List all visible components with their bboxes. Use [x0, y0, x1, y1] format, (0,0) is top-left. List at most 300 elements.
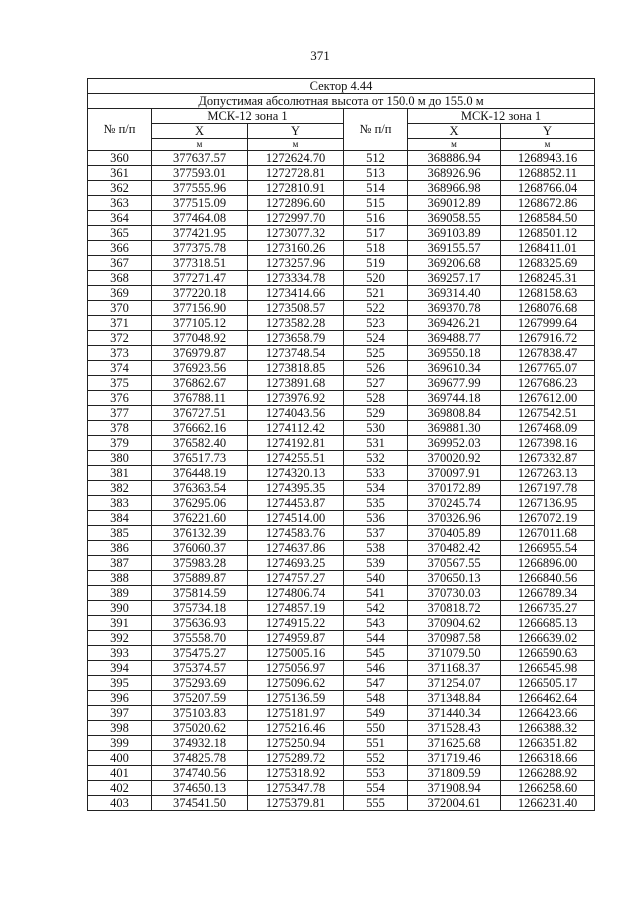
x-coordinate-left: 376727.51 — [152, 406, 248, 421]
table-row — [88, 571, 595, 586]
x-coordinate-left: 377318.51 — [152, 256, 248, 271]
table-row — [88, 631, 595, 646]
y-coordinate-right: 1267398.16 — [501, 436, 595, 451]
coordinates-table — [87, 78, 595, 811]
x-coordinate-left: 374932.18 — [152, 736, 248, 751]
point-number-left: 397 — [88, 706, 152, 721]
y-coordinate-right: 1267197.78 — [501, 481, 595, 496]
y-coordinate-left: 1274915.22 — [248, 616, 344, 631]
point-number-left: 378 — [88, 421, 152, 436]
x-coordinate-left: 375475.27 — [152, 646, 248, 661]
y-coordinate-left: 1272896.60 — [248, 196, 344, 211]
point-number-left: 361 — [88, 166, 152, 181]
point-number-right: 530 — [344, 421, 408, 436]
point-number-left: 388 — [88, 571, 152, 586]
table-row — [88, 286, 595, 301]
table-row — [88, 451, 595, 466]
x-coordinate-left: 376295.06 — [152, 496, 248, 511]
x-coordinate-left: 374650.13 — [152, 781, 248, 796]
point-number-left: 371 — [88, 316, 152, 331]
y-coordinate-left: 1273414.66 — [248, 286, 344, 301]
x-coordinate-left: 376788.11 — [152, 391, 248, 406]
x-coordinate-right: 369744.18 — [408, 391, 501, 406]
table-row — [88, 166, 595, 181]
x-coordinate-left: 375814.59 — [152, 586, 248, 601]
system-header-left: МСК-12 зона 1 — [152, 109, 344, 124]
y-coordinate-left: 1274192.81 — [248, 436, 344, 451]
table-row — [88, 526, 595, 541]
y-coordinate-left: 1275096.62 — [248, 676, 344, 691]
y-coordinate-right: 1267542.51 — [501, 406, 595, 421]
x-coordinate-left: 377421.95 — [152, 226, 248, 241]
point-number-right: 537 — [344, 526, 408, 541]
table-body — [88, 151, 595, 811]
x-coordinate-right: 368886.94 — [408, 151, 501, 166]
table-row — [88, 616, 595, 631]
table-row — [88, 481, 595, 496]
table-row — [88, 496, 595, 511]
table-row — [88, 691, 595, 706]
x-coordinate-left: 375293.69 — [152, 676, 248, 691]
x-coordinate-right: 369426.21 — [408, 316, 501, 331]
point-number-right: 550 — [344, 721, 408, 736]
y-coordinate-right: 1268943.16 — [501, 151, 595, 166]
y-coordinate-right: 1266896.00 — [501, 556, 595, 571]
y-coordinate-right: 1266318.66 — [501, 751, 595, 766]
x-coordinate-right: 371809.59 — [408, 766, 501, 781]
y-coordinate-left: 1275005.16 — [248, 646, 344, 661]
point-number-right: 541 — [344, 586, 408, 601]
x-coordinate-left: 377637.57 — [152, 151, 248, 166]
point-number-left: 383 — [88, 496, 152, 511]
y-coordinate-left: 1275056.97 — [248, 661, 344, 676]
point-number-right: 526 — [344, 361, 408, 376]
y-coordinate-left: 1273508.57 — [248, 301, 344, 316]
point-number-left: 399 — [88, 736, 152, 751]
point-number-right: 523 — [344, 316, 408, 331]
x-coordinate-right: 370904.62 — [408, 616, 501, 631]
y-coordinate-left: 1273077.32 — [248, 226, 344, 241]
x-coordinate-right: 369103.89 — [408, 226, 501, 241]
y-coordinate-left: 1273818.85 — [248, 361, 344, 376]
x-coordinate-right: 370326.96 — [408, 511, 501, 526]
x-coordinate-left: 374740.56 — [152, 766, 248, 781]
table-row — [88, 646, 595, 661]
point-number-left: 380 — [88, 451, 152, 466]
table-row — [88, 346, 595, 361]
table-row — [88, 766, 595, 781]
table-row — [88, 676, 595, 691]
x-coordinate-right: 369952.03 — [408, 436, 501, 451]
x-coordinate-right: 370730.03 — [408, 586, 501, 601]
y-coordinate-right: 1267136.95 — [501, 496, 595, 511]
point-number-right: 532 — [344, 451, 408, 466]
point-number-left: 362 — [88, 181, 152, 196]
point-number-left: 387 — [88, 556, 152, 571]
y-coordinate-left: 1275347.78 — [248, 781, 344, 796]
point-number-right: 552 — [344, 751, 408, 766]
table-row — [88, 151, 595, 166]
x-coordinate-right: 369314.40 — [408, 286, 501, 301]
y-coordinate-right: 1268411.01 — [501, 241, 595, 256]
x-coordinate-left: 375734.18 — [152, 601, 248, 616]
x-coordinate-right: 370987.58 — [408, 631, 501, 646]
num-header-left: № п/п — [88, 109, 152, 151]
y-coordinate-right: 1268672.86 — [501, 196, 595, 211]
unit-y-left: м — [248, 139, 344, 151]
x-coordinate-right: 369206.68 — [408, 256, 501, 271]
y-coordinate-left: 1274320.13 — [248, 466, 344, 481]
x-coordinate-right: 369370.78 — [408, 301, 501, 316]
x-coordinate-right: 369677.99 — [408, 376, 501, 391]
point-number-left: 360 — [88, 151, 152, 166]
point-number-right: 517 — [344, 226, 408, 241]
table-row — [88, 601, 595, 616]
point-number-left: 373 — [88, 346, 152, 361]
y-coordinate-right: 1266840.56 — [501, 571, 595, 586]
x-coordinate-left: 377048.92 — [152, 331, 248, 346]
x-coordinate-right: 371348.84 — [408, 691, 501, 706]
y-coordinate-right: 1267612.00 — [501, 391, 595, 406]
y-coordinate-right: 1266231.40 — [501, 796, 595, 811]
y-coordinate-right: 1268076.68 — [501, 301, 595, 316]
y-coordinate-left: 1275136.59 — [248, 691, 344, 706]
point-number-left: 393 — [88, 646, 152, 661]
x-coordinate-left: 375374.57 — [152, 661, 248, 676]
y-coordinate-right: 1266545.98 — [501, 661, 595, 676]
table-row — [88, 406, 595, 421]
x-coordinate-right: 370650.13 — [408, 571, 501, 586]
x-coordinate-left: 377593.01 — [152, 166, 248, 181]
x-coordinate-right: 369881.30 — [408, 421, 501, 436]
height-range-caption: Допустимая абсолютная высота от 150.0 м до 155.0 м — [88, 94, 595, 109]
x-coordinate-left: 375636.93 — [152, 616, 248, 631]
x-coordinate-right: 370405.89 — [408, 526, 501, 541]
point-number-right: 521 — [344, 286, 408, 301]
point-number-left: 403 — [88, 796, 152, 811]
point-number-right: 519 — [344, 256, 408, 271]
y-coordinate-right: 1267686.23 — [501, 376, 595, 391]
table-row — [88, 706, 595, 721]
y-coordinate-right: 1266685.13 — [501, 616, 595, 631]
point-number-right: 555 — [344, 796, 408, 811]
table-row — [88, 421, 595, 436]
x-coordinate-right: 370172.89 — [408, 481, 501, 496]
point-number-right: 538 — [344, 541, 408, 556]
point-number-left: 374 — [88, 361, 152, 376]
point-number-right: 522 — [344, 301, 408, 316]
y-coordinate-left: 1272810.91 — [248, 181, 344, 196]
point-number-left: 381 — [88, 466, 152, 481]
x-coordinate-left: 375889.87 — [152, 571, 248, 586]
y-coordinate-left: 1275289.72 — [248, 751, 344, 766]
y-coordinate-right: 1266423.66 — [501, 706, 595, 721]
x-coordinate-right: 371625.68 — [408, 736, 501, 751]
y-coordinate-right: 1266388.32 — [501, 721, 595, 736]
num-header-right: № п/п — [344, 109, 408, 151]
point-number-right: 544 — [344, 631, 408, 646]
point-number-right: 514 — [344, 181, 408, 196]
table-row — [88, 466, 595, 481]
table-row — [88, 241, 595, 256]
point-number-right: 543 — [344, 616, 408, 631]
y-coordinate-left: 1274395.35 — [248, 481, 344, 496]
point-number-left: 402 — [88, 781, 152, 796]
point-number-right: 545 — [344, 646, 408, 661]
point-number-left: 391 — [88, 616, 152, 631]
x-coordinate-right: 369155.57 — [408, 241, 501, 256]
unit-x-left: м — [152, 139, 248, 151]
point-number-left: 370 — [88, 301, 152, 316]
point-number-right: 528 — [344, 391, 408, 406]
x-coordinate-right: 371254.07 — [408, 676, 501, 691]
y-coordinate-right: 1267999.64 — [501, 316, 595, 331]
point-number-left: 364 — [88, 211, 152, 226]
point-number-right: 518 — [344, 241, 408, 256]
x-coordinate-left: 377156.90 — [152, 301, 248, 316]
x-coordinate-right: 369257.17 — [408, 271, 501, 286]
y-coordinate-left: 1275250.94 — [248, 736, 344, 751]
y-coordinate-left: 1275181.97 — [248, 706, 344, 721]
x-coordinate-left: 376060.37 — [152, 541, 248, 556]
y-coordinate-right: 1266258.60 — [501, 781, 595, 796]
x-coordinate-right: 371168.37 — [408, 661, 501, 676]
point-number-right: 513 — [344, 166, 408, 181]
y-coordinate-left: 1274637.86 — [248, 541, 344, 556]
point-number-right: 553 — [344, 766, 408, 781]
y-coordinate-right: 1268325.69 — [501, 256, 595, 271]
point-number-left: 401 — [88, 766, 152, 781]
table-row — [88, 556, 595, 571]
y-coordinate-left: 1274757.27 — [248, 571, 344, 586]
y-coordinate-left: 1274255.51 — [248, 451, 344, 466]
y-coordinate-left: 1274806.74 — [248, 586, 344, 601]
y-coordinate-right: 1266639.02 — [501, 631, 595, 646]
x-coordinate-left: 375983.28 — [152, 556, 248, 571]
y-coordinate-left: 1274453.87 — [248, 496, 344, 511]
point-number-left: 369 — [88, 286, 152, 301]
point-number-right: 520 — [344, 271, 408, 286]
y-coordinate-left: 1273748.54 — [248, 346, 344, 361]
y-coordinate-left: 1274583.76 — [248, 526, 344, 541]
table-row — [88, 196, 595, 211]
point-number-left: 376 — [88, 391, 152, 406]
y-header-right: Y — [501, 124, 595, 139]
table-row — [88, 316, 595, 331]
y-coordinate-right: 1266955.54 — [501, 541, 595, 556]
y-coordinate-right: 1268158.63 — [501, 286, 595, 301]
x-coordinate-left: 377375.78 — [152, 241, 248, 256]
y-coordinate-left: 1273160.26 — [248, 241, 344, 256]
x-coordinate-left: 375020.62 — [152, 721, 248, 736]
table-row — [88, 211, 595, 226]
point-number-left: 363 — [88, 196, 152, 211]
unit-x-right: м — [408, 139, 501, 151]
point-number-left: 389 — [88, 586, 152, 601]
x-coordinate-right: 371528.43 — [408, 721, 501, 736]
x-coordinate-right: 369808.84 — [408, 406, 501, 421]
point-number-left: 384 — [88, 511, 152, 526]
point-number-right: 515 — [344, 196, 408, 211]
x-coordinate-right: 372004.61 — [408, 796, 501, 811]
y-coordinate-right: 1268245.31 — [501, 271, 595, 286]
y-coordinate-left: 1275379.81 — [248, 796, 344, 811]
x-coordinate-left: 376132.39 — [152, 526, 248, 541]
point-number-left: 382 — [88, 481, 152, 496]
y-coordinate-right: 1268852.11 — [501, 166, 595, 181]
table-row — [88, 661, 595, 676]
x-coordinate-left: 377555.96 — [152, 181, 248, 196]
point-number-right: 546 — [344, 661, 408, 676]
point-number-left: 385 — [88, 526, 152, 541]
x-coordinate-right: 370567.55 — [408, 556, 501, 571]
y-coordinate-right: 1267468.09 — [501, 421, 595, 436]
x-coordinate-left: 377220.18 — [152, 286, 248, 301]
table-row — [88, 736, 595, 751]
point-number-left: 379 — [88, 436, 152, 451]
point-number-right: 548 — [344, 691, 408, 706]
point-number-left: 366 — [88, 241, 152, 256]
x-header-right: X — [408, 124, 501, 139]
y-coordinate-right: 1266590.63 — [501, 646, 595, 661]
x-coordinate-left: 375207.59 — [152, 691, 248, 706]
x-coordinate-left: 376448.19 — [152, 466, 248, 481]
x-coordinate-right: 369058.55 — [408, 211, 501, 226]
table-row — [88, 361, 595, 376]
x-coordinate-right: 369488.77 — [408, 331, 501, 346]
y-coordinate-left: 1273334.78 — [248, 271, 344, 286]
page-number: 371 — [310, 48, 330, 63]
y-coordinate-right: 1267011.68 — [501, 526, 595, 541]
table-row — [88, 586, 595, 601]
y-coordinate-right: 1268766.04 — [501, 181, 595, 196]
x-coordinate-left: 374541.50 — [152, 796, 248, 811]
y-coordinate-right: 1266462.64 — [501, 691, 595, 706]
x-coordinate-right: 370245.74 — [408, 496, 501, 511]
y-coordinate-right: 1267332.87 — [501, 451, 595, 466]
point-number-right: 551 — [344, 736, 408, 751]
x-coordinate-left: 376862.67 — [152, 376, 248, 391]
point-number-left: 377 — [88, 406, 152, 421]
y-coordinate-left: 1274514.00 — [248, 511, 344, 526]
x-coordinate-left: 375558.70 — [152, 631, 248, 646]
x-coordinate-left: 377515.09 — [152, 196, 248, 211]
y-coordinate-right: 1267765.07 — [501, 361, 595, 376]
point-number-right: 549 — [344, 706, 408, 721]
point-number-left: 365 — [88, 226, 152, 241]
point-number-right: 540 — [344, 571, 408, 586]
point-number-right: 527 — [344, 376, 408, 391]
x-coordinate-right: 370818.72 — [408, 601, 501, 616]
y-coordinate-left: 1273976.92 — [248, 391, 344, 406]
point-number-left: 392 — [88, 631, 152, 646]
y-coordinate-right: 1267072.19 — [501, 511, 595, 526]
point-number-right: 536 — [344, 511, 408, 526]
y-coordinate-right: 1266351.82 — [501, 736, 595, 751]
point-number-left: 398 — [88, 721, 152, 736]
y-coordinate-right: 1266288.92 — [501, 766, 595, 781]
system-header-right: МСК-12 зона 1 — [408, 109, 595, 124]
table-row — [88, 271, 595, 286]
unit-y-right: м — [501, 139, 595, 151]
point-number-right: 539 — [344, 556, 408, 571]
x-coordinate-left: 375103.83 — [152, 706, 248, 721]
point-number-right: 542 — [344, 601, 408, 616]
x-coordinate-left: 376923.56 — [152, 361, 248, 376]
table-row — [88, 781, 595, 796]
point-number-left: 390 — [88, 601, 152, 616]
x-coordinate-left: 376979.87 — [152, 346, 248, 361]
x-coordinate-left: 376582.40 — [152, 436, 248, 451]
y-coordinate-right: 1267838.47 — [501, 346, 595, 361]
point-number-right: 524 — [344, 331, 408, 346]
x-coordinate-right: 370020.92 — [408, 451, 501, 466]
y-coordinate-left: 1273257.96 — [248, 256, 344, 271]
point-number-right: 525 — [344, 346, 408, 361]
x-coordinate-right: 369550.18 — [408, 346, 501, 361]
point-number-left: 372 — [88, 331, 152, 346]
y-coordinate-left: 1274043.56 — [248, 406, 344, 421]
table-row — [88, 181, 595, 196]
sector-title: Сектор 4.44 — [88, 79, 595, 94]
x-coordinate-left: 376363.54 — [152, 481, 248, 496]
y-coordinate-right: 1268501.12 — [501, 226, 595, 241]
table-row — [88, 436, 595, 451]
y-coordinate-left: 1273658.79 — [248, 331, 344, 346]
y-coordinate-right: 1266789.34 — [501, 586, 595, 601]
table-row — [88, 391, 595, 406]
table-row — [88, 226, 595, 241]
point-number-left: 395 — [88, 676, 152, 691]
point-number-left: 368 — [88, 271, 152, 286]
table-row — [88, 751, 595, 766]
x-coordinate-right: 368966.98 — [408, 181, 501, 196]
y-coordinate-right: 1266505.17 — [501, 676, 595, 691]
x-coordinate-left: 374825.78 — [152, 751, 248, 766]
y-coordinate-right: 1267263.13 — [501, 466, 595, 481]
x-coordinate-left: 376221.60 — [152, 511, 248, 526]
table-row — [88, 511, 595, 526]
x-coordinate-left: 377464.08 — [152, 211, 248, 226]
table-row — [88, 796, 595, 811]
x-coordinate-right: 368926.96 — [408, 166, 501, 181]
point-number-left: 394 — [88, 661, 152, 676]
point-number-right: 547 — [344, 676, 408, 691]
y-coordinate-left: 1275216.46 — [248, 721, 344, 736]
x-coordinate-right: 369610.34 — [408, 361, 501, 376]
y-coordinate-left: 1274112.42 — [248, 421, 344, 436]
y-coordinate-left: 1274959.87 — [248, 631, 344, 646]
y-coordinate-left: 1272997.70 — [248, 211, 344, 226]
y-coordinate-right: 1267916.72 — [501, 331, 595, 346]
x-coordinate-right: 370482.42 — [408, 541, 501, 556]
y-coordinate-left: 1273582.28 — [248, 316, 344, 331]
table-row — [88, 541, 595, 556]
point-number-left: 386 — [88, 541, 152, 556]
x-coordinate-right: 370097.91 — [408, 466, 501, 481]
x-coordinate-right: 371079.50 — [408, 646, 501, 661]
y-coordinate-left: 1274693.25 — [248, 556, 344, 571]
x-coordinate-right: 371719.46 — [408, 751, 501, 766]
y-coordinate-right: 1266735.27 — [501, 601, 595, 616]
y-coordinate-right: 1268584.50 — [501, 211, 595, 226]
point-number-left: 375 — [88, 376, 152, 391]
x-coordinate-left: 376662.16 — [152, 421, 248, 436]
x-coordinate-right: 369012.89 — [408, 196, 501, 211]
x-coordinate-right: 371908.94 — [408, 781, 501, 796]
point-number-right: 534 — [344, 481, 408, 496]
point-number-right: 516 — [344, 211, 408, 226]
